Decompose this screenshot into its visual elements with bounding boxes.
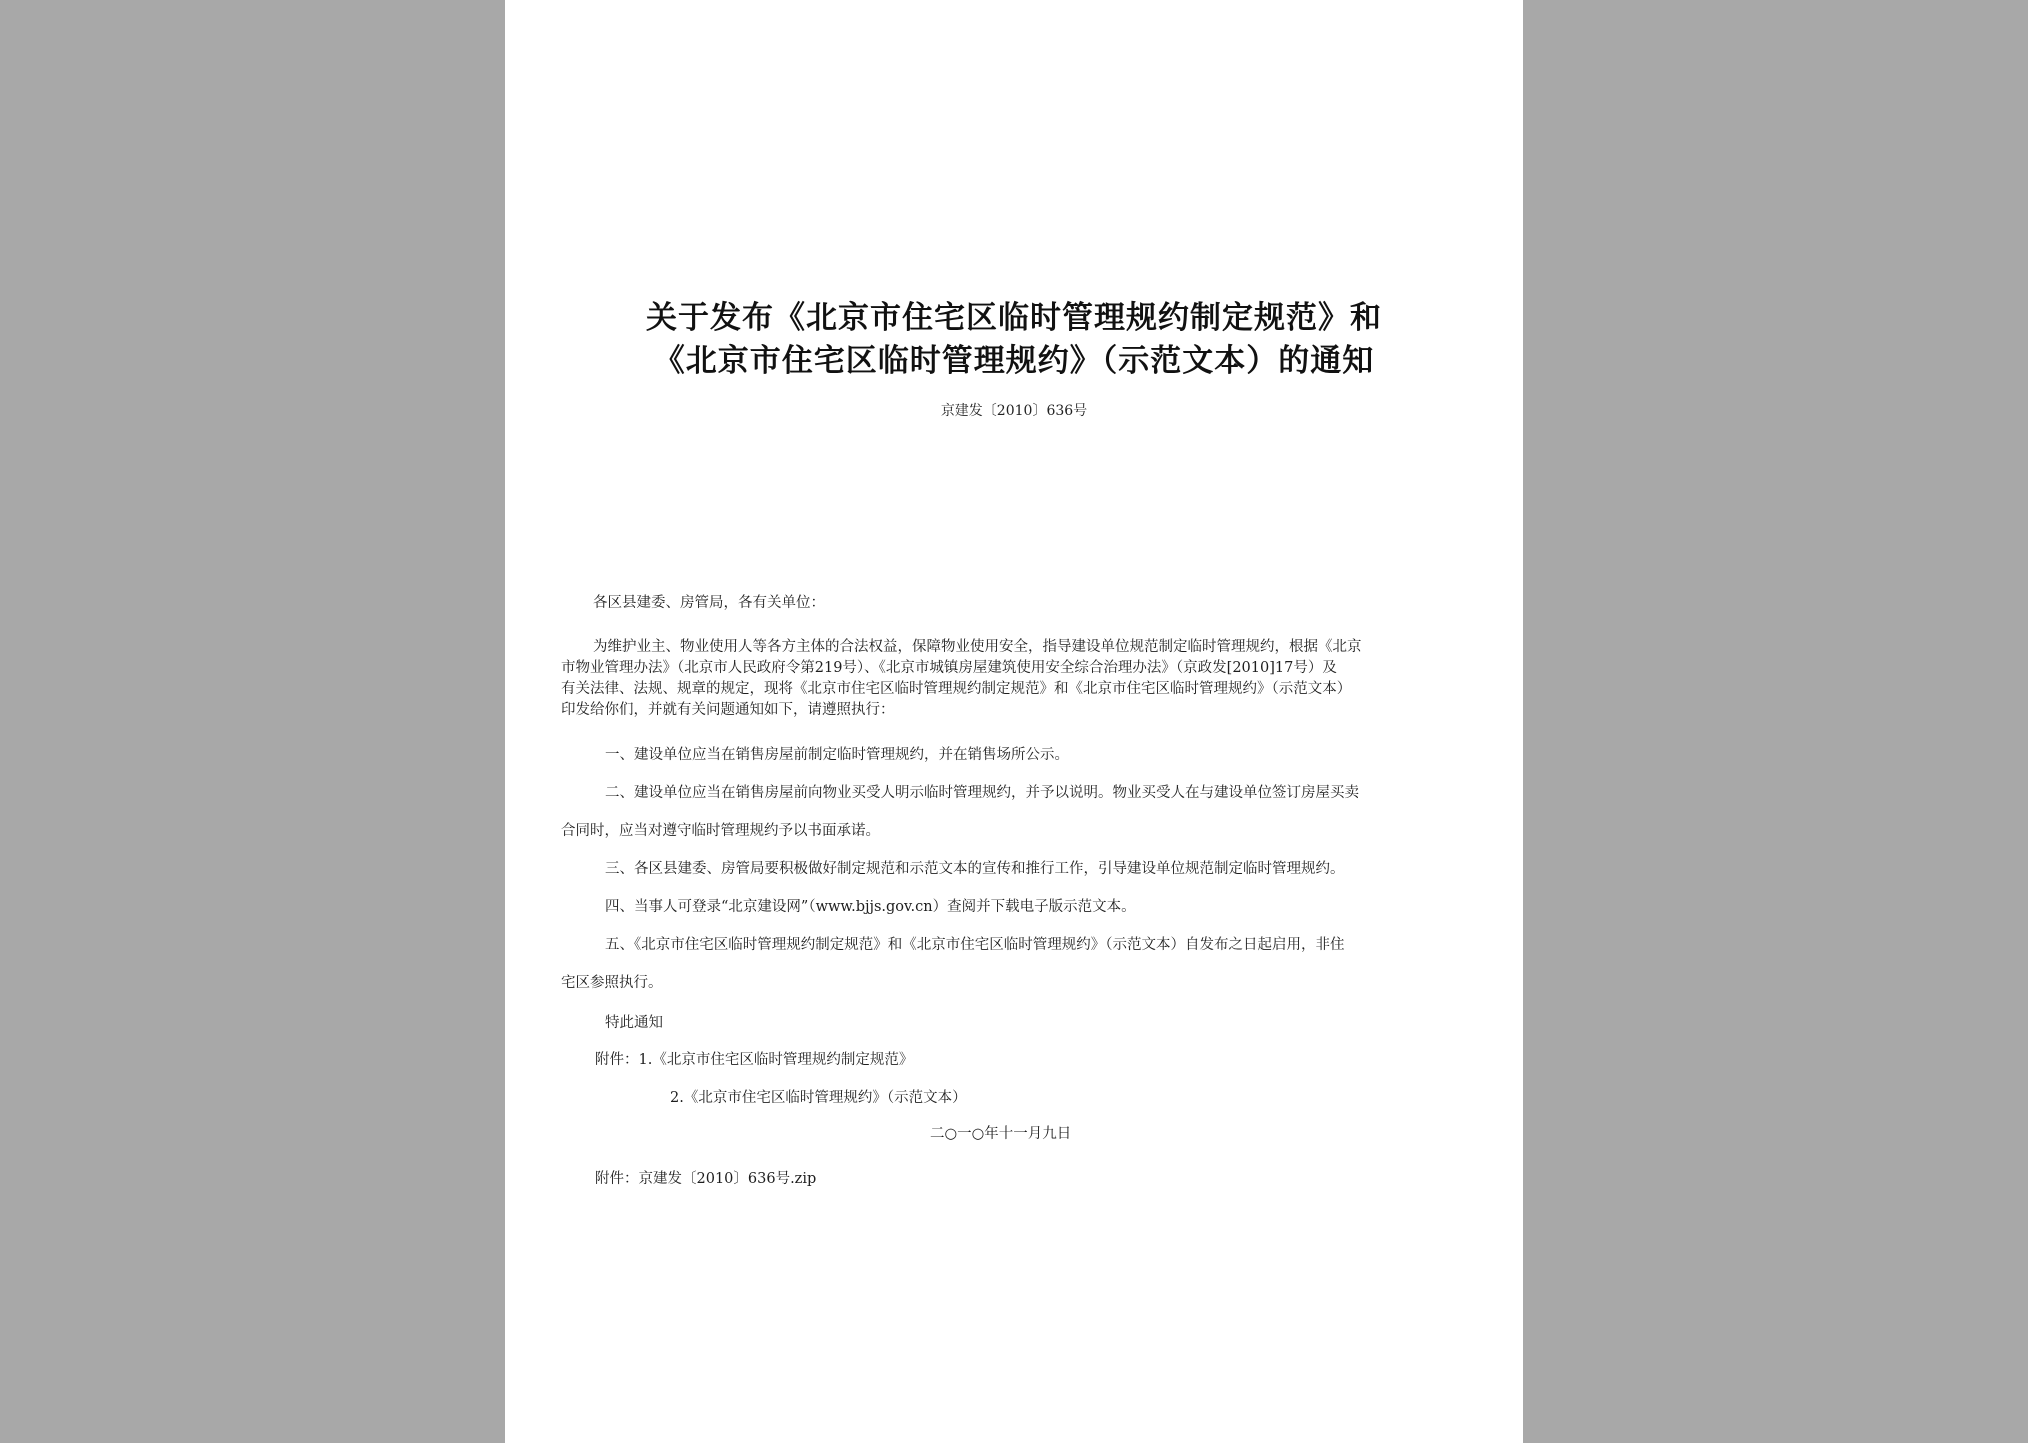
item-1: 一、建设单位应当在销售房屋前制定临时管理规约，并在销售场所公示。: [605, 747, 1069, 763]
document-page: [505, 0, 1523, 1443]
attachment-1: 附件：1.《北京市住宅区临时管理规约制定规范》: [595, 1052, 914, 1068]
document-title-line-1: 关于发布《北京市住宅区临时管理规约制定规范》和: [646, 300, 1382, 336]
intro-line-1: 为维护业主、物业使用人等各方主体的合法权益，保障物业使用安全，指导建设单位规范制定临时管理规约，根据《北京: [593, 639, 1362, 655]
document-title-line-2: 《北京市住宅区临时管理规约》（示范文本）的通知: [653, 343, 1375, 379]
document-number: 京建发〔2010〕636号: [940, 403, 1088, 419]
salutation: 各区县建委、房管局，各有关单位：: [593, 595, 825, 611]
item-2-line-2: 合同时，应当对遵守临时管理规约予以书面承诺。: [561, 823, 880, 839]
item-5-line-1: 五、《北京市住宅区临时管理规约制定规范》和《北京市住宅区临时管理规约》（示范文本）自发布之日起启用，非住: [605, 937, 1345, 953]
issue-date: 二○一○年十一月九日: [930, 1126, 1072, 1142]
file-attachment-link[interactable]: 附件：京建发〔2010〕636号.zip: [595, 1171, 817, 1187]
closing: 特此通知: [605, 1015, 663, 1031]
intro-line-3: 有关法律、法规、规章的规定，现将《北京市住宅区临时管理规约制定规范》和《北京市住宅区临时管理规约》（示范文本）: [561, 681, 1352, 697]
item-5-line-2: 宅区参照执行。: [561, 975, 663, 991]
attachment-2: 2.《北京市住宅区临时管理规约》（示范文本）: [670, 1090, 967, 1106]
intro-line-2: 市物业管理办法》（北京市人民政府令第219号）、《北京市城镇房屋建筑使用安全综合治理办法》（京政发[2010]17号）及: [561, 660, 1337, 676]
item-4: 四、当事人可登录“北京建设网”（www.bjjs.gov.cn）查阅并下载电子版示范文本。: [605, 899, 1136, 915]
intro-line-4: 印发给你们，并就有关问题通知如下，请遵照执行：: [561, 702, 895, 718]
item-2-line-1: 二、建设单位应当在销售房屋前向物业买受人明示临时管理规约，并予以说明。物业买受人在与建设单位签订房屋买卖: [605, 785, 1359, 801]
item-3: 三、各区县建委、房管局要积极做好制定规范和示范文本的宣传和推行工作，引导建设单位规范制定临时管理规约。: [605, 861, 1345, 877]
